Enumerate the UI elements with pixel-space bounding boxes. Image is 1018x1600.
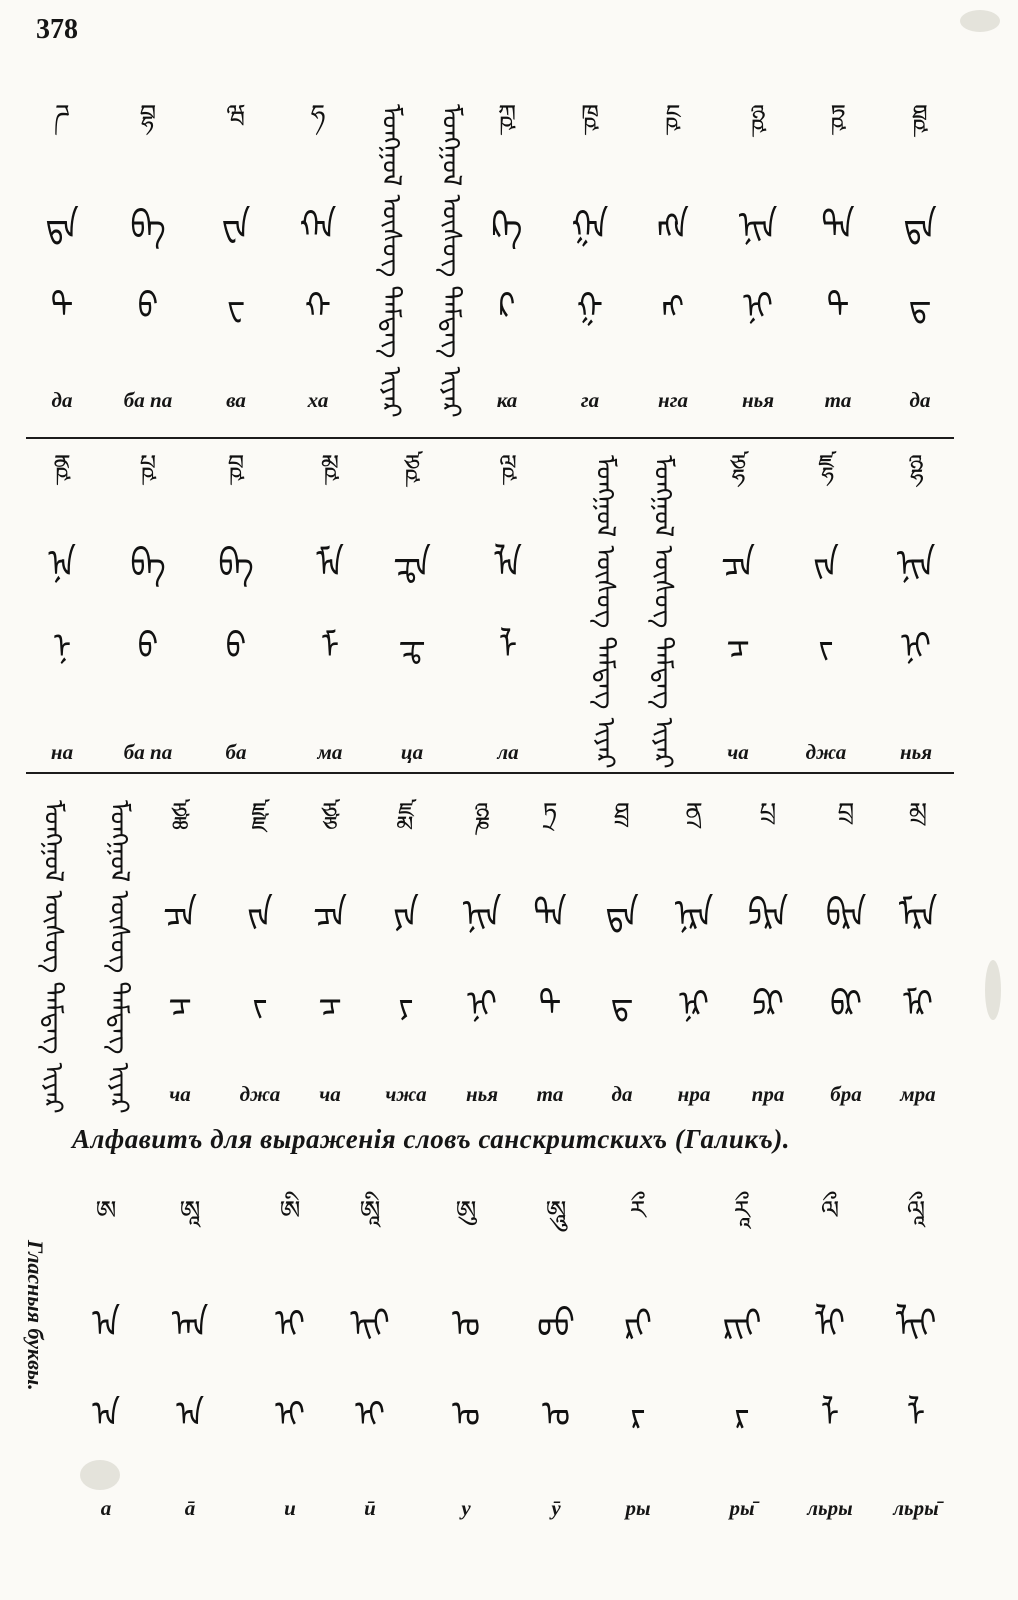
section2-tibetan-letter: མྵ <box>320 450 340 480</box>
section1-tibetan-letter: ཁྵ <box>580 100 600 130</box>
vowel-galik-letter: ᠣ <box>452 1301 480 1348</box>
section2-galik-letter-medial: ᠮ <box>320 625 340 668</box>
section2-galik-letter-medial: ᠪ <box>225 625 247 668</box>
section3-tibetan-letter: ཙྪ <box>171 798 189 828</box>
section3-transliteration: джа <box>239 1082 281 1106</box>
section3-tibetan-letter: ནྲ <box>685 798 703 828</box>
section3-vertical-note: ᠮᠣᠩᠭᠣᠯ ᠦᠰᠦᠭ ᠲᠡᠮᠳᠡᠭ ᠢᠶᠡᠷ <box>38 800 68 1114</box>
section3-galik-letter: ᠵᠠ <box>247 891 273 938</box>
section3-galik-letter: ᠳᠠ <box>605 891 639 938</box>
section1-galik-letter: ᠲᠠ <box>821 203 855 250</box>
page-number: 378 <box>36 14 78 45</box>
vowel-tibetan-letter: ཨི <box>279 1196 301 1226</box>
section1-galik-letter: ᠨᠢᠠ <box>738 203 778 250</box>
section1-transliteration: ха <box>307 388 329 412</box>
section3-transliteration: бра <box>830 1082 862 1106</box>
section2-tibetan-letter: ཛྷ <box>818 450 834 480</box>
section1-vertical-note: ᠮᠣᠩᠭᠣᠯ ᠦᠰᠦᠭ ᠲᠡᠮᠳᠡᠭ ᠢᠶᠡᠷ <box>376 104 406 418</box>
section3-galik-letter: ᠫᠷᠠ <box>747 891 789 938</box>
section2-galik-letter: ᠮᠠ <box>316 541 344 588</box>
section2-transliteration: ча <box>727 740 749 764</box>
section2-transliteration: ма <box>317 740 343 764</box>
section3-tibetan-letter: ཛྫ <box>251 798 269 828</box>
section1-galik-letter: ᠳ᠋ᠠ <box>45 203 79 250</box>
section1-galik-letter-medial: ᠳ᠋ <box>50 285 74 328</box>
section1-transliteration: та <box>824 388 852 412</box>
section3-galik-letter-medial: ᠨᠷ <box>679 983 709 1026</box>
vowel-galik-letter-medial: ᠯ <box>820 1393 840 1436</box>
section2-galik-letter-medial: ᠪ <box>137 625 159 668</box>
vowel-transliteration: и <box>284 1496 296 1520</box>
section1-transliteration: да <box>51 388 73 412</box>
vowel-transliteration: ā <box>184 1496 196 1520</box>
section1-vertical-note-2: ᠮᠣᠩᠭᠣᠯ ᠦᠰᠦᠭ ᠲᠡᠮᠳᠡᠭ ᠢᠶᠡᠷ <box>436 104 466 418</box>
vowel-tibetan-letter: ལྀ <box>820 1196 840 1226</box>
section2-tibetan-letter: ཙྵ <box>403 450 421 480</box>
section3-galik-letter-medial: ᠮᠷ <box>903 983 933 1026</box>
section2-galik-letter: ᠨᠠ <box>48 541 76 588</box>
section2-galik-letter: ᠪᠠ <box>218 541 254 588</box>
section3-galik-letter-medial: ᠳ <box>610 983 634 1026</box>
vowel-tibetan-letter: ཨུ <box>455 1196 477 1226</box>
section2-vertical-note-2: ᠮᠣᠩᠭᠣᠯ ᠦᠰᠦᠭ ᠲᠡᠮᠳᠡᠭ ᠢᠶᠡᠷ <box>648 455 678 769</box>
section1-galik-letter: ᠸᠠ <box>221 203 251 250</box>
section2-tibetan-letter: བྵ <box>227 450 245 480</box>
section3-tibetan-letter: ཙྩ <box>321 798 339 828</box>
section3-galik-letter: ᠴᠠ <box>313 891 347 938</box>
section2-tibetan-letter: ལྵ <box>499 450 517 480</box>
vowel-transliteration: льры̄ <box>893 1496 939 1520</box>
section3-transliteration: мра <box>900 1082 936 1106</box>
section1-galik-letter: ᠺᠠ <box>491 203 523 250</box>
section1-galik-letter-medial: ᠺ <box>498 285 516 328</box>
section1-galik-letter-medial: ᠨᠢ <box>743 285 773 328</box>
section2-transliteration: ба <box>225 740 247 764</box>
section1-galik-letter-medial: ᠩ <box>661 285 685 328</box>
section1-transliteration: ба па <box>123 388 173 412</box>
vowels-side-caption: Гласныя буквы. <box>23 1240 48 1391</box>
paper-speckle <box>80 1460 120 1490</box>
section3-galik-letter-medial: ᠨᠢ <box>467 983 497 1026</box>
vowel-galik-letter: ᠯᠢ <box>815 1301 845 1348</box>
vowel-tibetan-letter: ལཱྀ <box>906 1196 926 1226</box>
vowel-galik-letter-medial: ᠠ <box>92 1393 120 1436</box>
divider-2 <box>26 772 954 774</box>
section3-transliteration: нра <box>677 1082 711 1106</box>
section3-galik-letter: ᠴᠠ <box>163 891 197 938</box>
section3-galik-letter: ᠨᠷᠠ <box>674 891 714 938</box>
section1-galik-letter: ᠬᠠ <box>299 203 337 250</box>
section3-galik-letter-medial: ᠵ <box>252 983 268 1026</box>
vowel-galik-letter: ᠷᠢᠢ <box>722 1301 762 1348</box>
section2-galik-letter-medial: ᠨ <box>52 625 72 668</box>
section3-galik-letter-medial: ᠴ <box>168 983 192 1026</box>
section3-galik-letter: ᠪᠷᠠ <box>825 891 867 938</box>
vowel-galik-letter-medial: ᠣ <box>452 1393 480 1436</box>
section3-galik-letter-medial: ᠴ <box>318 983 342 1026</box>
section2-transliteration: джа <box>805 740 847 764</box>
section2-tibetan-letter: ནྵ <box>53 450 71 480</box>
section1-galik-letter-medial: ᠭ <box>577 285 603 328</box>
vowel-galik-letter-medial: ᠤ <box>542 1393 570 1436</box>
section2-galik-letter: ᠼᠠ <box>393 541 431 588</box>
section1-tibetan-letter: ཧ <box>310 100 326 130</box>
vowel-galik-letter: ᠠ <box>92 1301 120 1348</box>
section2-galik-letter-medial: ᠴ <box>726 625 750 668</box>
section1-tibetan-letter: ངྵ <box>665 100 681 130</box>
vowel-tibetan-letter: ཨ <box>95 1196 117 1226</box>
section1-transliteration: нга <box>658 388 688 412</box>
section2-transliteration: ца <box>400 740 424 764</box>
section1-tibetan-letter: བྷ <box>139 100 157 130</box>
section1-tibetan-letter: ཐྵ <box>912 100 928 130</box>
section2-galik-letter-medial: ᠵ <box>818 625 834 668</box>
section3-tibetan-letter: ཉྞ <box>474 798 490 828</box>
section3-galik-letter: ᠨᠢᠠ <box>462 891 502 938</box>
vowel-transliteration: ры <box>625 1496 651 1520</box>
section1-galik-letter-medial: ᠬ <box>305 285 331 328</box>
vowel-galik-letter: ᠢ <box>275 1301 305 1348</box>
section3-transliteration: да <box>611 1082 633 1106</box>
vowel-galik-letter: ᠯᠢᠢ <box>895 1301 937 1348</box>
section1-transliteration: нья <box>741 388 775 412</box>
section2-vertical-note: ᠮᠣᠩᠭᠣᠯ ᠦᠰᠦᠭ ᠲᠡᠮᠳᠡᠭ ᠢᠶᠡᠷ <box>590 455 620 769</box>
vowel-tibetan-letter: ཨཱི <box>359 1196 381 1226</box>
vowel-galik-letter: ᠢᠢ <box>350 1301 390 1348</box>
section3-galik-letter-medial: ᠲ <box>538 983 562 1026</box>
section2-galik-letter-medial: ᠼ <box>398 625 426 668</box>
section3-transliteration: та <box>536 1082 564 1106</box>
vowel-transliteration: льры <box>807 1496 853 1520</box>
section3-transliteration: пра <box>751 1082 785 1106</box>
vowel-transliteration: ӣ <box>364 1496 376 1520</box>
section1-tibetan-letter: ཉྵ <box>750 100 766 130</box>
section3-galik-letter-medial: ᠫᠷ <box>752 983 784 1026</box>
section3-galik-letter-medial: ᠪᠷ <box>830 983 862 1026</box>
vowel-tibetan-letter: ཨཱ <box>179 1196 201 1226</box>
section2-galik-letter: ᠨᠢᠠ <box>896 541 936 588</box>
section3-galik-letter: ᠮᠷᠠ <box>898 891 938 938</box>
vowel-galik-letter-medial: ᠠ <box>176 1393 204 1436</box>
section1-galik-letter: ᠩᠠ <box>657 203 689 250</box>
section3-tibetan-letter: པྲ <box>759 798 777 828</box>
vowel-galik-letter-medial: ᠢ <box>275 1393 305 1436</box>
section1-transliteration: га <box>580 388 600 412</box>
paper-speckle <box>960 10 1000 32</box>
section3-galik-letter-medial: ᠶ <box>398 983 414 1026</box>
section3-tibetan-letter: ཛྨ <box>398 798 414 828</box>
section1-galik-letter: ᠭᠠ <box>571 203 609 250</box>
section1-tibetan-letter: ཏྵ <box>830 100 846 130</box>
section1-galik-letter: ᠪᠠ <box>130 203 166 250</box>
paper-speckle <box>985 960 1001 1020</box>
section2-galik-letter-medial: ᠯ <box>498 625 518 668</box>
section3-transliteration: ча <box>319 1082 341 1106</box>
section2-tibetan-letter: ཙྷ <box>729 450 747 480</box>
vowel-tibetan-letter: ཨཱུ <box>545 1196 567 1226</box>
section3-tibetan-letter: ཏྲ <box>542 798 558 828</box>
section1-galik-letter-medial: ᠸ <box>227 285 245 328</box>
vowel-transliteration: ры̄ <box>729 1496 755 1520</box>
section1-galik-letter: ᠳᠠ <box>903 203 937 250</box>
section1-tibetan-letter: ཀྵ <box>497 100 517 130</box>
section2-tibetan-letter: པྵ <box>139 450 157 480</box>
section2-transliteration: нья <box>899 740 933 764</box>
section3-tibetan-letter: ཐྲ <box>614 798 630 828</box>
section1-galik-letter-medial: ᠲ <box>826 285 850 328</box>
section1-galik-letter-medial: ᠪ <box>137 285 159 328</box>
section2-galik-letter: ᠴᠠ <box>721 541 755 588</box>
section2-transliteration: на <box>50 740 74 764</box>
vowel-galik-letter-medial: ᠢ <box>355 1393 385 1436</box>
section3-galik-letter: ᠲᠠ <box>533 891 567 938</box>
section2-transliteration: ба па <box>123 740 173 764</box>
divider-1 <box>26 437 954 439</box>
section2-tibetan-letter: ཉྷ <box>908 450 924 480</box>
vowel-galik-letter: ᠤᠤ <box>537 1301 575 1348</box>
section3-transliteration: чжа <box>385 1082 427 1106</box>
vowel-transliteration: у <box>461 1496 471 1520</box>
section3-tibetan-letter: བྲ <box>837 798 855 828</box>
section3-tibetan-letter: མྲ <box>908 798 928 828</box>
section1-tibetan-letter: ཝ <box>226 100 246 130</box>
section2-galik-letter: ᠵᠠ <box>813 541 839 588</box>
vowel-transliteration: ӯ <box>551 1496 561 1520</box>
vowel-galik-letter: ᠷᠢ <box>624 1301 652 1348</box>
section1-tibetan-letter: ཌ <box>54 100 70 130</box>
vowel-galik-letter: ᠠᠠ <box>171 1301 209 1348</box>
section1-galik-letter-medial: ᠳ <box>908 285 932 328</box>
section1-transliteration: ва <box>226 388 246 412</box>
section3-galik-letter: ᠶᠠ <box>393 891 419 938</box>
section2-galik-letter: ᠪᠠ <box>130 541 166 588</box>
section2-galik-letter: ᠯᠠ <box>494 541 522 588</box>
section1-transliteration: да <box>909 388 931 412</box>
section1-transliteration: ка <box>496 388 518 412</box>
vowel-transliteration: а <box>100 1496 112 1520</box>
section2-galik-letter-medial: ᠨᠢ <box>901 625 931 668</box>
vowel-galik-letter-medial: ᠷ <box>630 1393 646 1436</box>
section3-transliteration: нья <box>465 1082 499 1106</box>
sanskrit-alphabet-heading: Алфавитъ для выраженія словъ санскритскихъ (Галикъ). <box>72 1124 791 1154</box>
vowel-galik-letter-medial: ᠯ <box>906 1393 926 1436</box>
section3-vertical-note-2: ᠮᠣᠩᠭᠣᠯ ᠦᠰᠦᠭ ᠲᠡᠮᠳᠡᠭ ᠢᠶᠡᠷ <box>104 800 134 1114</box>
vowel-tibetan-letter: རཱྀ <box>733 1196 751 1226</box>
vowel-galik-letter-medial: ᠷ <box>734 1393 750 1436</box>
section2-transliteration: ла <box>497 740 519 764</box>
section3-transliteration: ча <box>169 1082 191 1106</box>
vowel-tibetan-letter: རྀ <box>629 1196 647 1226</box>
